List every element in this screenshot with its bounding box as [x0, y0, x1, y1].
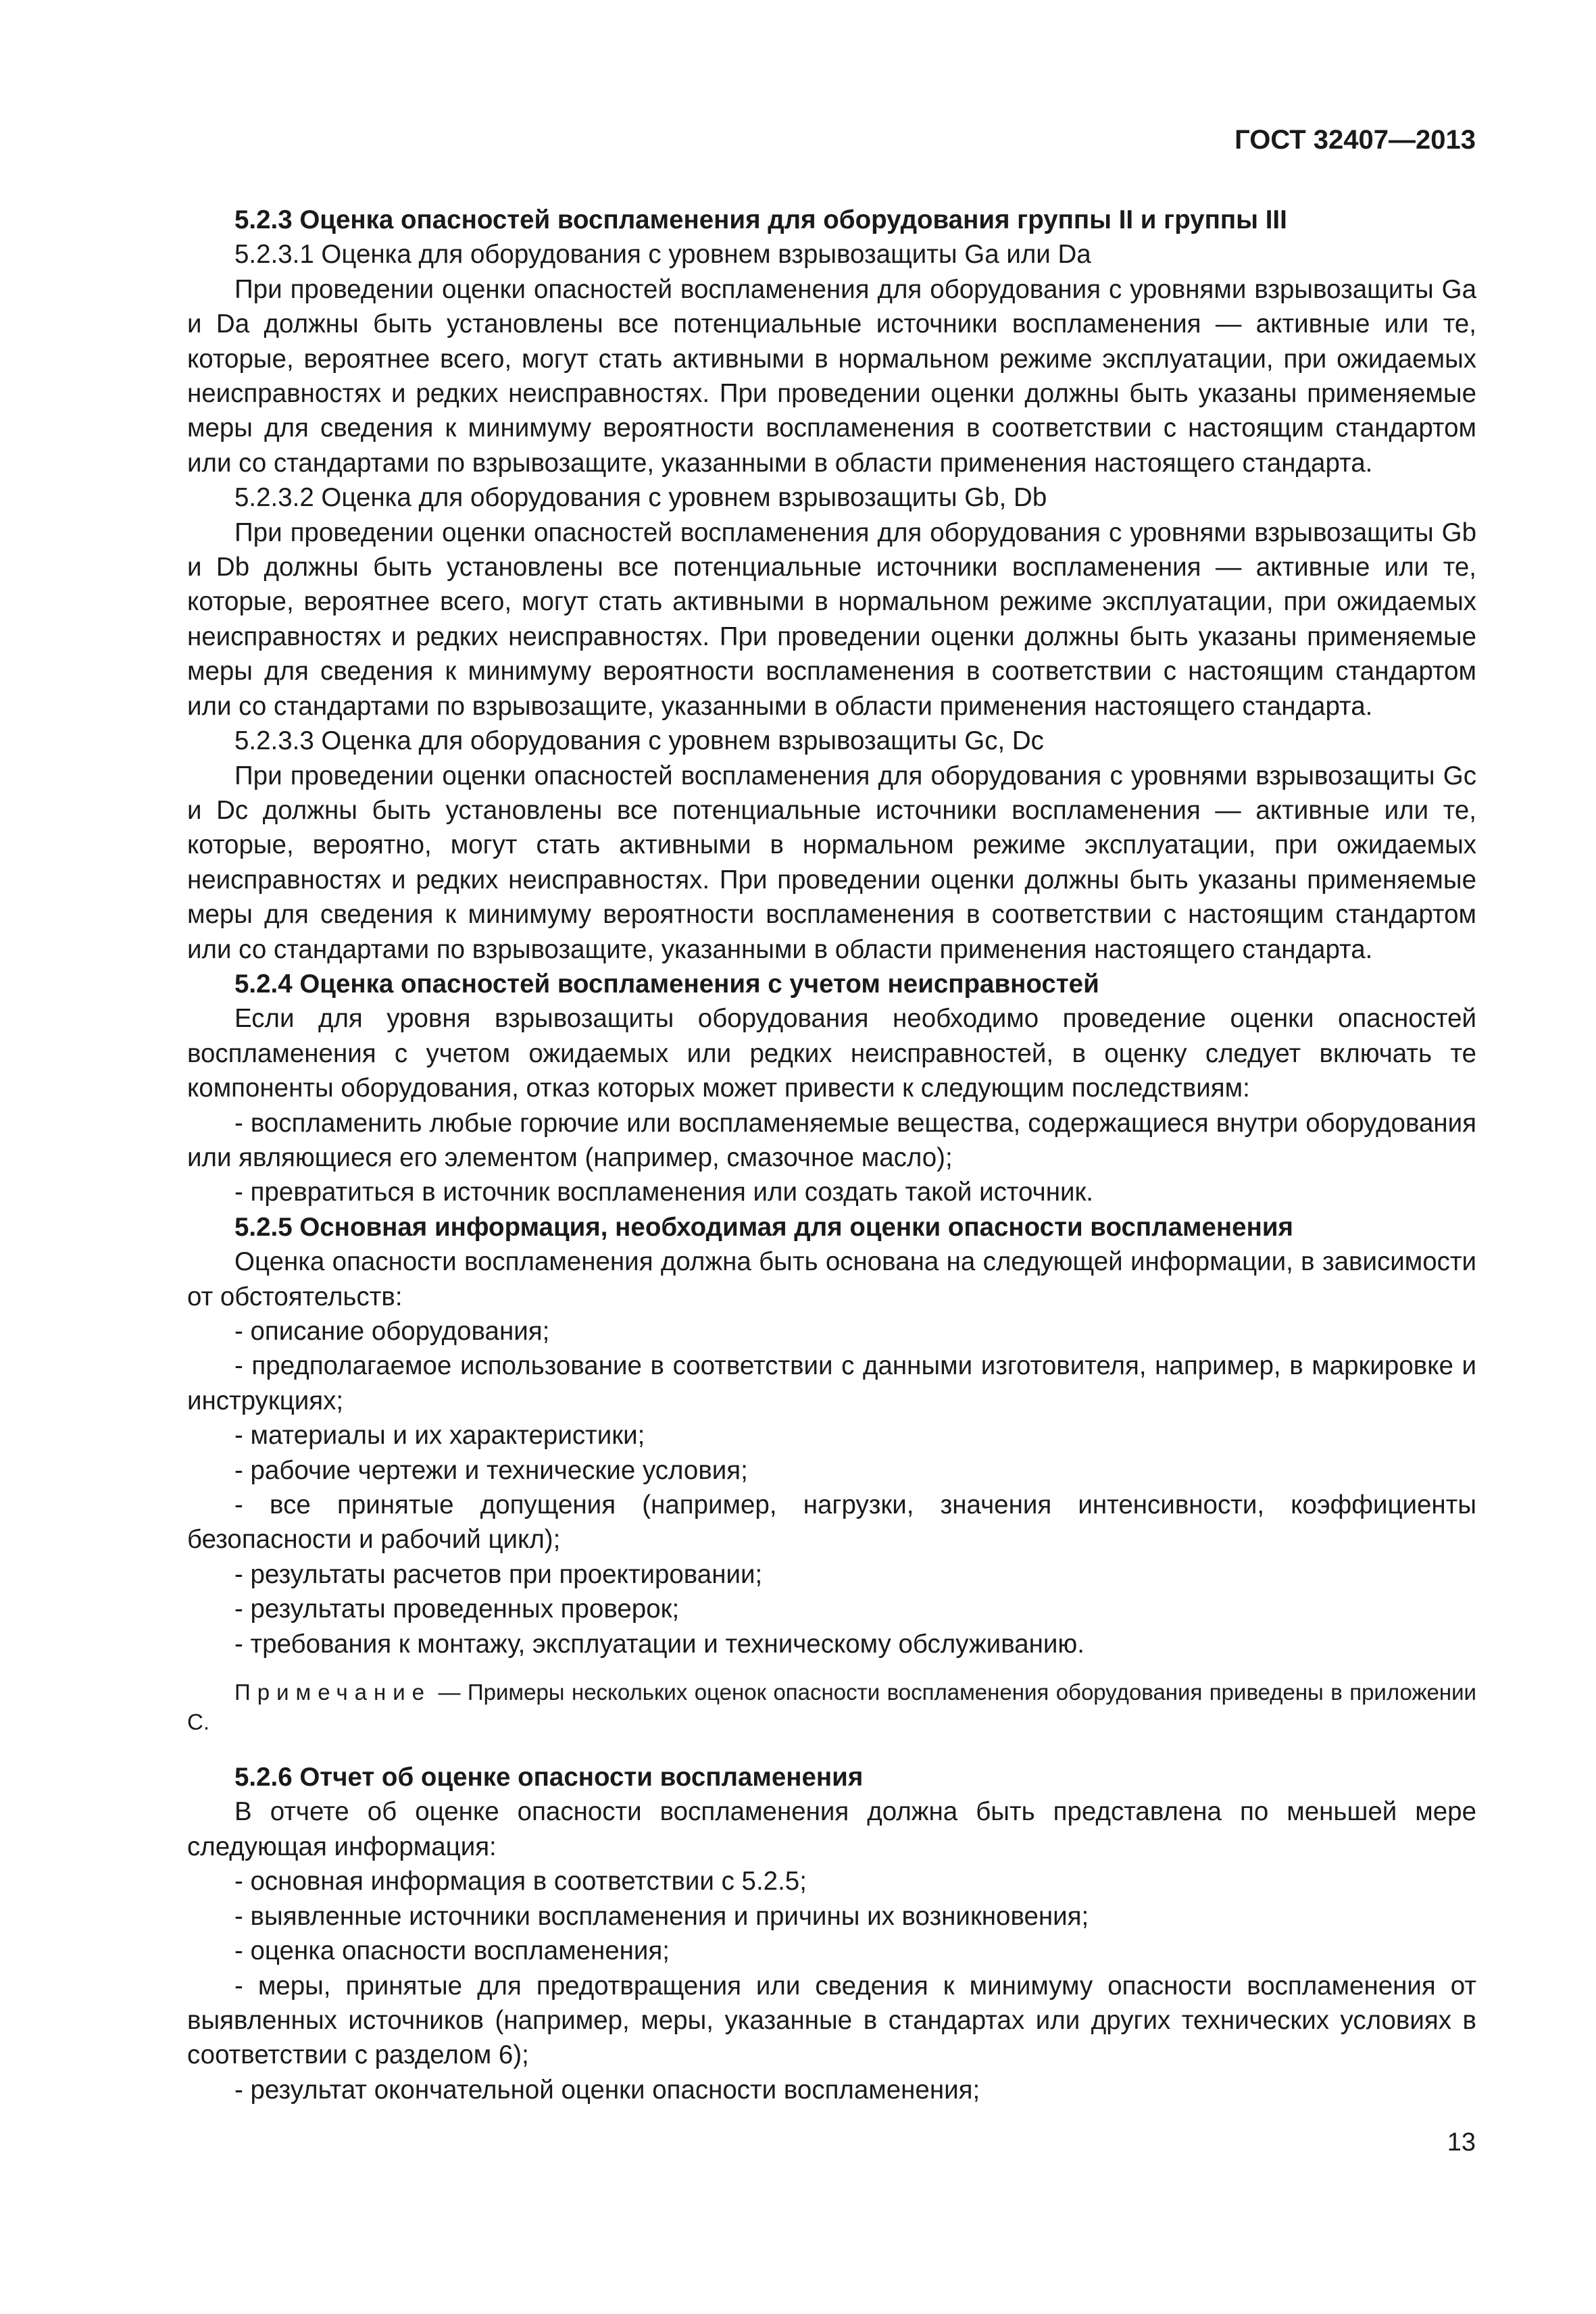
paragraph: При проведении оценки опасностей воспламенения для оборудования с уровнями взрывозащиты Gc и Dc должны быть установлены все потенциальные источники воспламенения — активные или те, которые, вероятно, могут стать активными в нормальном режиме эксплуатации, при ожидаемых неисправностях и редких неисправностях. При проведении оценки должны быть указаны применяемые меры для сведения к минимуму вероятности воспламенения в соответствии с настоящим стандартом или со стандартами по взрывозащите, указанными в области применения настоящего стандарта. — [187, 761, 1476, 964]
list-item: - результаты проведенных проверок; — [234, 1594, 680, 1624]
list-item: - описание оборудования; — [234, 1317, 550, 1346]
subsection-heading-5-2-3-2: 5.2.3.2 Оценка для оборудования с уровнем взрывозащиты Gb, Db — [234, 483, 1047, 513]
section-heading-5-2-5: 5.2.5 Основная информация, необходимая для оценки опасности воспламенения — [234, 1212, 1293, 1242]
list-item: - основная информация в соответствии с 5.2.5; — [234, 1867, 807, 1896]
section-heading-5-2-4: 5.2.4 Оценка опасностей воспламенения с учетом неисправностей — [234, 969, 1099, 999]
note-text: — Примеры нескольких оценок опасности воспламенения оборудования приведены в приложении С. — [187, 1680, 1476, 1735]
list-item: - результат окончательной оценки опасности воспламенения; — [234, 2075, 980, 2105]
paragraph: При проведении оценки опасностей воспламенения для оборудования с уровнями взрывозащиты Ga и Da должны быть установлены все потенциальные источники воспламенения — активные или те, которые, вероятнее всего, могут стать активными в нормальном режиме эксплуатации, при ожидаемых неисправностях и редких неисправностях. При проведении оценки должны быть указаны применяемые меры для сведения к минимуму вероятности воспламенения в соответствии с настоящим стандартом или со стандартами по взрывозащите, указанными в области применения настоящего стандарта. — [187, 274, 1476, 478]
list-item: - превратиться в источник воспламенения или создать такой источник. — [234, 1178, 1094, 1207]
page-body — [187, 203, 1476, 2107]
list-item: - требования к монтажу, эксплуатации и техническому обслуживанию. — [234, 1629, 1084, 1659]
subsection-heading-5-2-3-1: 5.2.3.1 Оценка для оборудования с уровнем взрывозащиты Ga или Da — [234, 240, 1091, 270]
subsection-heading-5-2-3-3: 5.2.3.3 Оценка для оборудования с уровнем взрывозащиты Gc, Dc — [234, 726, 1044, 756]
list-item: - результаты расчетов при проектировании; — [234, 1559, 763, 1589]
list-item: - материалы и их характеристики; — [234, 1421, 645, 1451]
paragraph: В отчете об оценке опасности воспламенения должна быть представлена по меньшей мере следующая информация: — [187, 1797, 1476, 1861]
list-item: - рабочие чертежи и технические условия; — [234, 1455, 748, 1485]
list-item: - оценка опасности воспламенения; — [234, 1936, 670, 1966]
section-heading-5-2-6: 5.2.6 Отчет об оценке опасности воспламенения — [234, 1763, 864, 1792]
list-item: - предполагаемое использование в соответствии с данными изготовителя, например, в маркировке и инструкциях; — [187, 1351, 1476, 1415]
list-item: - все принятые допущения (например, нагрузки, значения интенсивности, коэффициенты безопасности и рабочий цикл); — [187, 1490, 1476, 1555]
list-item: - меры, принятые для предотвращения или сведения к минимуму опасности воспламенения от выявленных источников (например, меры, указанные в стандартах или других технических условиях в соответствии с разделом 6); — [187, 1971, 1476, 2070]
section-heading-5-2-3: 5.2.3 Оценка опасностей воспламенения для оборудования группы II и группы III — [234, 205, 1287, 234]
paragraph: При проведении оценки опасностей воспламенения для оборудования с уровнями взрывозащиты Gb и Db должны быть установлены все потенциальные источники воспламенения — активные или те, которые, вероятнее всего, могут стать активными в нормальном режиме эксплуатации, при ожидаемых неисправностях и редких неисправностях. При проведении оценки должны быть указаны применяемые меры для сведения к минимуму вероятности воспламенения в соответствии с настоящим стандартом или со стандартами по взрывозащите, указанными в области применения настоящего стандарта. — [187, 518, 1476, 721]
list-item: - выявленные источники воспламенения и причины их возникновения; — [234, 1901, 1089, 1931]
paragraph: Если для уровня взрывозащиты оборудования необходимо проведение оценки опасностей воспламенения с учетом ожидаемых или редких неисправностей, в оценку следует включать те компоненты оборудования, отказ которых может привести к следующим последствиям: — [187, 1004, 1476, 1103]
document-header-id: ГОСТ 32407—2013 — [1235, 125, 1476, 155]
paragraph: Оценка опасности воспламенения должна быть основана на следующей информации, в зависимости от обстоятельств: — [187, 1247, 1476, 1311]
list-item: - воспламенить любые горючие или воспламеняемые вещества, содержащиеся внутри оборудования или являющиеся его элементом (например, смазочное масло); — [187, 1108, 1476, 1172]
page-number: 13 — [1447, 2128, 1476, 2157]
note-label: Примечание — [234, 1680, 432, 1705]
note — [187, 1678, 1476, 1737]
